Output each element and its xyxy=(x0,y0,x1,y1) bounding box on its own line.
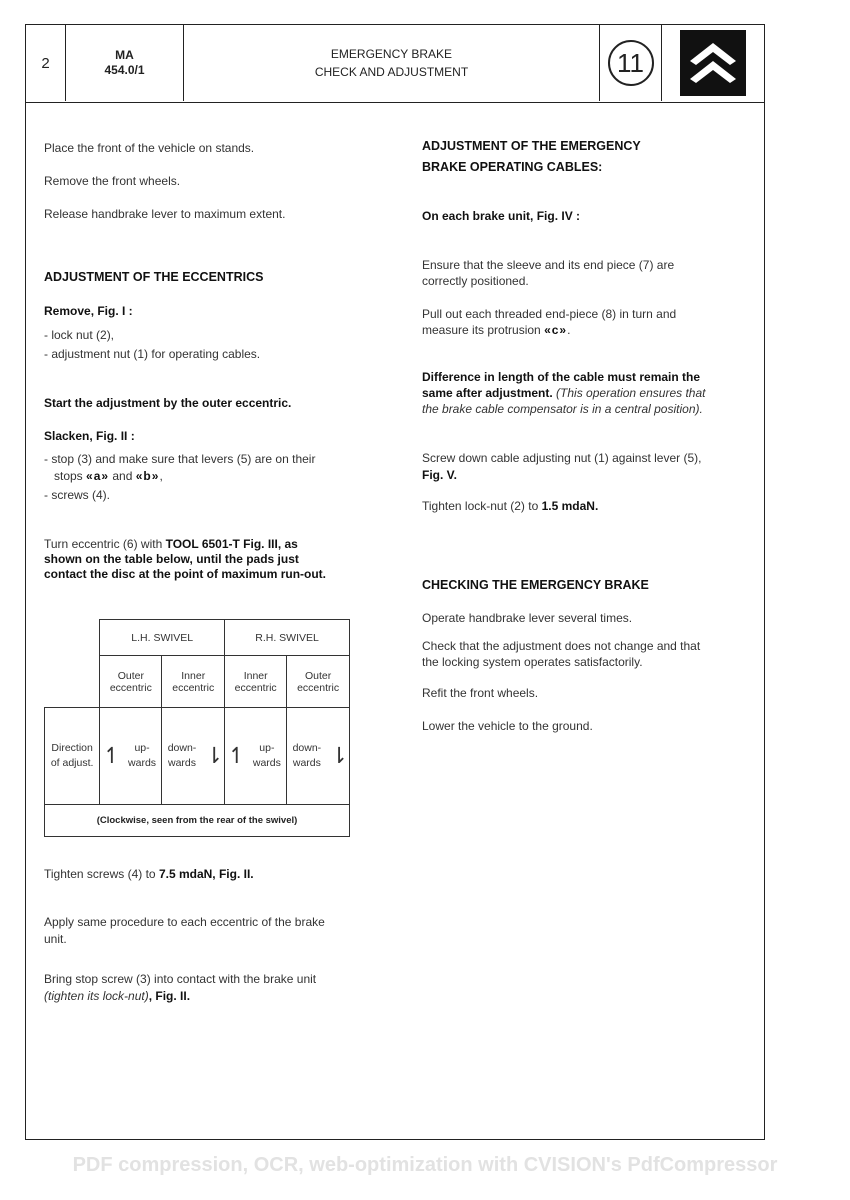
label-each-unit: On each brake unit, Fig. IV : xyxy=(422,209,581,223)
apply-line-2: unit. xyxy=(44,932,67,946)
title-line1: EMERGENCY BRAKE xyxy=(330,47,453,61)
cell-rh-outer xyxy=(287,708,350,805)
text-release-lever: Release handbrake lever to maximum extent. xyxy=(44,207,286,221)
cell-lh-outer xyxy=(100,708,162,805)
doc-code-line1: MA xyxy=(115,48,134,62)
cell-rh-inner xyxy=(225,708,287,805)
turn-line-3: contact the disc at the point of maximum run-out. xyxy=(44,567,327,581)
text-start-adjustment: Start the adjustment by the outer eccentric. xyxy=(44,396,292,410)
ensure-line-1: Ensure that the sleeve and its end piece (7) are xyxy=(422,258,675,272)
slacken-item-1a: - stop (3) and make sure that levers (5) are on their xyxy=(44,452,316,466)
direction-table xyxy=(44,619,350,837)
text-refit: Refit the front wheels. xyxy=(422,686,539,700)
arrow-ccw-up-icon: ↿ xyxy=(227,743,246,768)
col-outer-eccentric-rh: Outer eccentric xyxy=(287,656,350,708)
slacken-and-text: and xyxy=(109,469,136,483)
pull-period: . xyxy=(567,323,571,337)
arrow-ccw-up-icon: ↿ xyxy=(102,743,122,768)
text-operate: Operate handbrake lever several times. xyxy=(422,611,633,625)
diff-line-1: Difference in length of the cable must remain the xyxy=(422,370,701,384)
left-column xyxy=(44,0,366,1100)
turn-text: Turn eccentric (6) with xyxy=(44,537,166,551)
label-slacken: Slacken, Fig. II : xyxy=(44,429,135,443)
rh-swivel-header: R.H. SWIVEL xyxy=(225,620,350,656)
lh-swivel-header: L.H. SWIVEL xyxy=(100,620,225,656)
col-outer-eccentric-lh: Outer eccentric xyxy=(100,656,162,708)
bring-italic: (tighten its lock-nut) xyxy=(44,989,149,1003)
turn-line-1 xyxy=(44,537,366,552)
slacken-item-2: - screws (4). xyxy=(44,488,110,502)
cell-lh-inner-text: down-wards xyxy=(167,742,197,769)
section-number: 11 xyxy=(608,40,654,86)
title-line2: CHECK AND ADJUSTMENT xyxy=(314,65,469,79)
lock-torque: 1.5 mdaN. xyxy=(541,499,599,513)
page-number: 2 xyxy=(26,25,66,101)
stop-b: «b» xyxy=(135,469,160,483)
table-footer-note: (Clockwise, seen from the rear of the swivel) xyxy=(45,805,350,837)
row-direction-label xyxy=(45,708,100,805)
doc-code-line2: 454.0/1 xyxy=(104,63,145,77)
direction-label-text: Direction of adjust. xyxy=(50,742,94,769)
table-corner xyxy=(45,620,100,708)
text-lower: Lower the vehicle to the ground. xyxy=(422,719,593,733)
stop-a: «a» xyxy=(86,469,110,483)
heading-cables-2: BRAKE OPERATING CABLES: xyxy=(422,160,603,174)
turn-tool: TOOL 6501-T Fig. III, as xyxy=(165,537,298,551)
check-line-2: the locking system operates satisfactorily. xyxy=(422,655,643,669)
right-column xyxy=(422,0,748,1100)
lock-nut-text xyxy=(422,499,748,514)
heading-checking: CHECKING THE EMERGENCY BRAKE xyxy=(422,578,649,592)
tighten-text: Tighten screws (4) to xyxy=(44,867,159,881)
pull-text: measure its protrusion xyxy=(422,323,545,337)
arrow-cw-down-icon: ⇂ xyxy=(205,743,224,768)
label-remove: Remove, Fig. I : xyxy=(44,304,133,318)
remove-item-1: - lock nut (2), xyxy=(44,328,115,342)
heading-eccentrics: ADJUSTMENT OF THE ECCENTRICS xyxy=(44,270,264,284)
ensure-line-2: correctly positioned. xyxy=(422,274,529,288)
heading-cables-1: ADJUSTMENT OF THE EMERGENCY xyxy=(422,139,641,153)
diff-italic: (This operation ensures that xyxy=(552,386,706,400)
arrow-cw-down-icon: ⇂ xyxy=(329,743,349,768)
diff-line-3: the brake cable compensator is in a central position). xyxy=(422,402,703,416)
slacken-item-1b xyxy=(44,469,366,484)
screw-line-1: Screw down cable adjusting nut (1) against lever (5), xyxy=(422,451,702,465)
cell-lh-inner xyxy=(162,708,225,805)
bring-line-1: Bring stop screw (3) into contact with the brake unit xyxy=(44,972,317,986)
apply-line-1: Apply same procedure to each eccentric of the brake xyxy=(44,915,325,929)
diff-line-2 xyxy=(422,386,748,401)
cell-rh-inner-text: up-wards xyxy=(252,742,281,769)
col-inner-eccentric-lh: Inner eccentric xyxy=(162,656,225,708)
tighten-torque: 7.5 mdaN, Fig. II. xyxy=(158,867,254,881)
tighten-screws xyxy=(44,867,366,882)
diff-bold: same after adjustment. xyxy=(422,386,553,400)
turn-line-2: shown on the table below, until the pads just xyxy=(44,552,299,566)
col-inner-eccentric-rh: Inner eccentric xyxy=(225,656,287,708)
check-line-1: Check that the adjustment does not change and that xyxy=(422,639,701,653)
lock-text: Tighten lock-nut (2) to xyxy=(422,499,542,513)
watermark-footer: PDF compression, OCR, web-optimization with CVISION's PdfCompressor xyxy=(72,1154,778,1176)
bring-line-2 xyxy=(44,989,366,1004)
cell-rh-outer-text: down-wards xyxy=(292,742,322,769)
pull-line-1: Pull out each threaded end-piece (8) in turn and xyxy=(422,307,677,321)
slacken-stops-text: stops xyxy=(54,469,87,483)
slacken-comma: , xyxy=(159,469,163,483)
cell-lh-outer-text: up-wards xyxy=(128,742,157,769)
bring-fig: , Fig. II. xyxy=(148,989,191,1003)
pull-line-2 xyxy=(422,323,748,338)
screw-line-2: Fig. V. xyxy=(422,468,457,482)
text-remove-wheels: Remove the front wheels. xyxy=(44,174,181,188)
text-stands: Place the front of the vehicle on stands. xyxy=(44,141,255,155)
remove-item-2: - adjustment nut (1) for operating cables. xyxy=(44,347,261,361)
protrusion-c: «c» xyxy=(544,323,568,337)
